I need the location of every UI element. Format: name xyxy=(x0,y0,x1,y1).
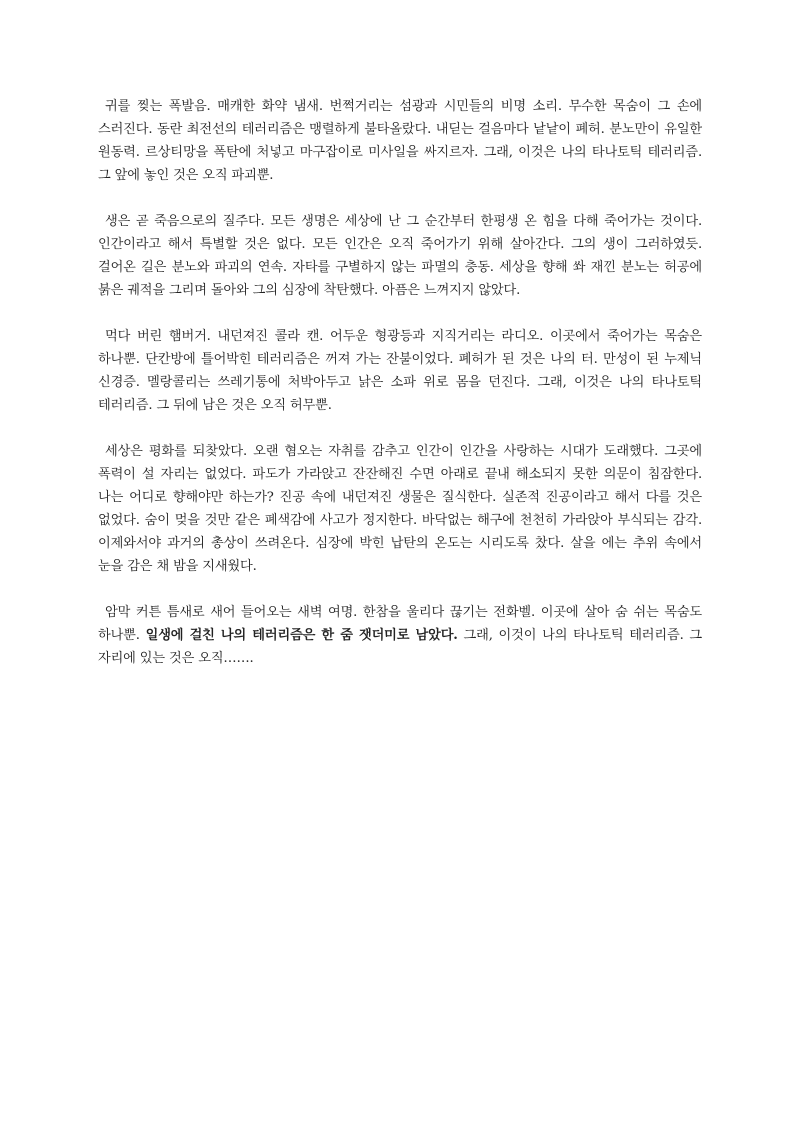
paragraph-5-bold-sentence: 일생에 걸친 나의 테러리즘은 한 줌 잿더미로 남았다. xyxy=(145,628,458,643)
paragraph-4: 세상은 평화를 되찾았다. 오랜 혐오는 자취를 감추고 인간이 인간을 사랑하는 시대가 도래했다. 그곳에 폭력이 설 자리는 없었다. 파도가 가라앉고 잔잔해진 수면 아래로 끝내 해소되지 못한 의문이 침잠한다. 나는 어디로 향해야만 하는가? 진공 속에 내던져진 생물은 질식한다. 실존적 진공이라고 해서 다를 것은 없었다. 숨이 멎을 것만 같은 폐색감에 사고가 정지한다. 바닥없는 해구에 천천히 가라앉아 부식되는 감각. 이제와서야 과거의 총상이 쓰려온다. 심장에 박힌 납탄의 온도는 시리도록 찼다. 살을 에는 추위 속에서 눈을 감은 채 밤을 지새웠다. xyxy=(98,444,702,574)
document-page xyxy=(98,95,702,693)
paragraph-3: 먹다 버린 햄버거. 내던져진 콜라 캔. 어두운 형광등과 지직거리는 라디오. 이곳에서 죽어가는 목숨은 하나뿐. 단칸방에 틀어박힌 테러리즘은 꺼져 가는 잔불이었다. 폐허가 된 것은 나의 터. 만성이 된 누제닉 신경증. 멜랑콜리는 쓰레기통에 처박아두고 낡은 소파 위로 몸을 던진다. 그래, 이것은 나의 타나토틱 테러리즘. 그 뒤에 남은 것은 오직 허무뿐. xyxy=(98,329,702,413)
paragraph-2: 생은 곧 죽음으로의 질주다. 모든 생명은 세상에 난 그 순간부터 한평생 온 힘을 다해 죽어가는 것이다. 인간이라고 해서 특별할 것은 없다. 모든 인간은 오직 죽어가기 위해 살아간다. 그의 생이 그러하였듯. 걸어온 길은 분노와 파괴의 연속. 자타를 구별하지 않는 파멸의 충동. 세상을 향해 쏴 재낀 분노는 허공에 붉은 궤적을 그리며 돌아와 그의 심장에 착탄했다. 아픔은 느껴지지 않았다. xyxy=(98,214,702,298)
paragraph-5-tail: 그래, 이것이 나의 타나토틱 테러리즘. 그 자리에 있는 것은 오직……. xyxy=(98,628,702,666)
paragraph-1: 귀를 찢는 폭발음. 매캐한 화약 냄새. 번쩍거리는 섬광과 시민들의 비명 소리. 무수한 목숨이 그 손에 스러진다. 동란 최전선의 테러리즘은 맹렬하게 불타올랐다. 내딛는 걸음마다 낱낱이 폐허. 분노만이 유일한 원동력. 르상티망을 폭탄에 처넣고 마구잡이로 미사일을 싸지르자. 그래, 이것은 나의 타나토틱 테러리즘. 그 앞에 놓인 것은 오직 파괴뿐. xyxy=(98,99,702,183)
paragraph-5-lead: 암막 커튼 틈새로 새어 들어오는 새벽 여명. 한참을 울리다 끊기는 전화벨. 이곳에 살아 숨 쉬는 목숨도 하나뿐. xyxy=(98,605,702,643)
paragraph-5 xyxy=(98,601,702,670)
